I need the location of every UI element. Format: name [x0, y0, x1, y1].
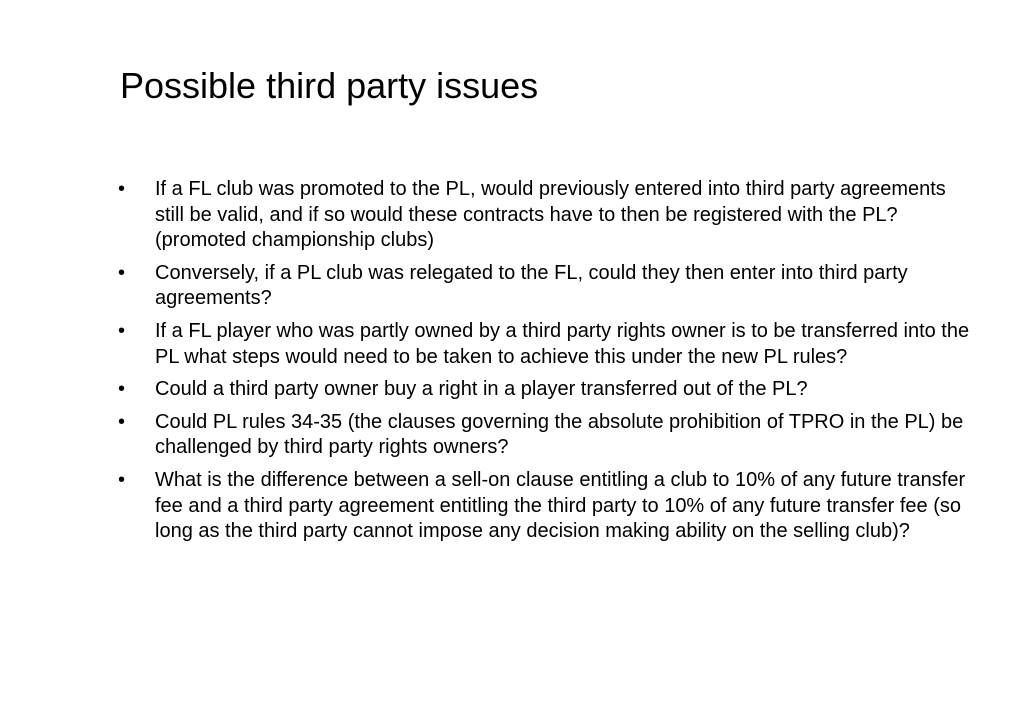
slide-title: Possible third party issues	[120, 65, 539, 106]
bullet-item-2: • Conversely, if a PL club was relegated to the FL, could they then enter into third party agreements?	[118, 261, 978, 312]
bullet-item-4: • Could a third party owner buy a right in a player transferred out of the PL?	[118, 377, 978, 403]
bullet-item-1: • If a FL club was promoted to the PL, would previously entered into third party agreements still be valid, and if so would these contracts have to then be registered with the PL? (promoted championship clubs)	[118, 177, 978, 254]
bullet-item-6: • What is the difference between a sell-on clause entitling a club to 10% of any future transfer fee and a third party agreement entitling the third party to 10% of any future transfer fee (so long as the third party cannot impose any decision making ability on the selling club)?	[118, 468, 978, 545]
bullet-item-5: • Could PL rules 34-35 (the clauses governing the absolute prohibition of TPRO in the PL) be challenged by third party rights owners?	[118, 410, 978, 461]
bullet-list	[118, 177, 978, 552]
bullet-item-3: • If a FL player who was partly owned by a third party rights owner is to be transferred into the PL what steps would need to be taken to achieve this under the new PL rules?	[118, 319, 978, 370]
